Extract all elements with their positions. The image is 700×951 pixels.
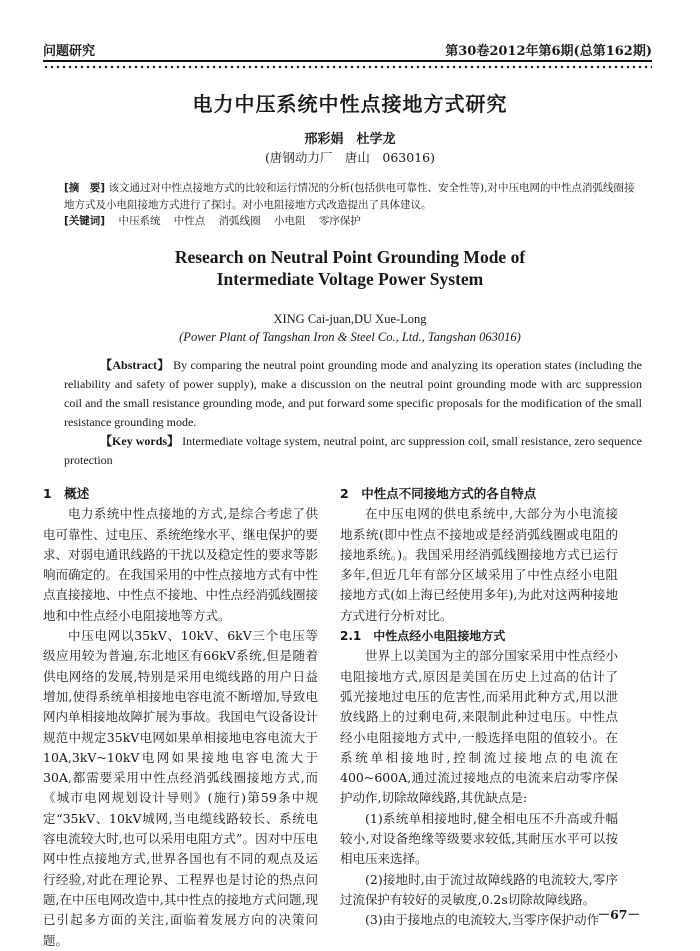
keyword: 中压系统 [118, 215, 161, 227]
paragraph: (3)由于接地点的电流较大,当零序保护动作 [365, 912, 600, 928]
right-column [340, 484, 618, 931]
paragraph: (2)接地时,由于流过故障线路的电流较大,零序过流保护有较好的灵敏度,0.2s切除故障线路。 [340, 871, 618, 907]
chinese-abstract-label: [摘 要] [64, 182, 106, 194]
journal-section-label: 问题研究 [43, 44, 96, 59]
left-column [43, 484, 318, 951]
english-title-line-2: Intermediate Voltage Power System [216, 269, 484, 289]
english-abstract-label: 【Abstract】 [100, 358, 170, 372]
keyword: 小电阻 [273, 215, 306, 227]
section-2-1-heading: 2.1 中性点经小电阻接地方式 [340, 629, 506, 644]
english-title-line-1: Research on Neutral Point Grounding Mode of [174, 247, 526, 267]
section-2-heading: 2 中性点不同接地方式的各自特点 [340, 486, 537, 501]
english-abstract-text: By comparing the neutral point grounding mode and analyzing its operation states (including the reliability and safety of power supply), make a discussion on the neutral point grounding mode with arc suppression coil and the small resistance grounding mode, and put forward some specific proposals for the modification of the small resistance grounding mode. [64, 358, 642, 429]
english-title [0, 246, 700, 290]
chinese-keywords [64, 213, 640, 230]
paragraph: (1)系统单相接地时,健全相电压不升高或升幅较小,对设备绝缘等级要求较低,其耐压水平可以按相电压来选择。 [340, 810, 618, 867]
chinese-affiliation: (唐钢动力厂 唐山 063016) [265, 150, 435, 165]
keyword: 零序保护 [318, 215, 361, 227]
keyword: 中性点 [173, 215, 206, 227]
paragraph: 电力系统中性点接地的方式,是综合考虑了供电可靠性、过电压、系统绝缘水平、继电保护的要求、对弱电通讯线路的干扰以及稳定性的要求等影响而确定的。在我国采用的中性点接地方式有中性点直接接地、中性点不接地、中性点经消弧线圈接地和中性点经小电阻接地等方式。 [43, 506, 319, 623]
header-dotted-rule [43, 64, 652, 70]
english-authors: XING Cai-juan,DU Xue-Long [273, 312, 427, 326]
english-abstract [64, 356, 642, 432]
chinese-keywords-label: [关键词] [64, 215, 106, 227]
chinese-abstract-text: 该文通过对中性点接地方式的比较和运行情况的分析(包括供电可靠性、安全性等),对中压电网的中性点消弧线圈接地方式及小电阻接地方式进行了探讨。对小电阻接地方式改造提出了具体建议。 [64, 182, 635, 211]
chinese-abstract [64, 180, 640, 214]
paragraph: 在中压电网的供电系统中,大部分为小电流接地系统(即中性点不接地或是经消弧线圈或电阻的接地系统。)。我国采用经消弧线圈接地方式已运行多年,但近几年有部分区域采用了中性点经小电阻接地方式(如上海已经使用多年),为此对这两种接地方式进行分析对比。 [340, 506, 618, 623]
english-keywords-text: Intermediate voltage system, neutral point, arc suppression coil, small resistance, zero sequence protection [64, 434, 642, 467]
chinese-authors: 邢彩娟 杜学龙 [304, 132, 396, 147]
page-number: －67－ [597, 907, 640, 922]
paragraph: 世界上以美国为主的部分国家采用中性点经小电阻接地方式,原因是美国在历史上过高的估计了弧光接地过电压的危害性,而采用此种方式,用以泄放线路上的过剩电荷,来限制此种过电压。中性点经小电阻接地方式中,一般选择电阻的值较小。在系统单相接地时,控制流过接地点的电流在400~600A,通过流过接地点的电流来启动零序保护动作,切除故障线路,其优缺点是: [340, 648, 618, 806]
keyword: 消弧线圈 [218, 215, 261, 227]
english-keywords [64, 432, 642, 470]
english-affiliation: (Power Plant of Tangshan Iron & Steel Co., Ltd., Tangshan 063016) [179, 330, 521, 344]
journal-issue-info: 第30卷2012年第6期(总第162期) [445, 44, 652, 59]
header-rule [43, 60, 652, 62]
chinese-title: 电力中压系统中性点接地方式研究 [192, 92, 508, 116]
paragraph: 中压电网以35kV、10kV、6kV三个电压等级应用较为普遍,东北地区有66kV系统,但是随着供电网络的发展,特别是采用电缆线路的用户日益增加,使得系统单相接地电容电流不断增加,导致电网内单相接地故障扩展为事故。我国电气设备设计规范中规定35kV电网如果单相接地电容电流大于10A,3kV~10kV电网如果接地电容电流大于30A,都需要采用中性点经消弧线圈接地方式,而《城市电网规划设计导则》(施行)第59条中规定“35kV、10kV城网,当电缆线路较长、系统电容电流较大时,也可以采用电阻方式”。因对中压电网中性点接地方式,世界各国也有不同的观点及运行经验,对此在理论界、工程界也是讨论的热点问题,在中压电网改造中,其中性点的接地方式问题,现已引起多方面的关注,面临着发展方向的决策问题。 [43, 628, 319, 948]
english-keywords-label: 【Key words】 [100, 434, 180, 448]
section-1-heading: 1 概述 [43, 486, 90, 501]
